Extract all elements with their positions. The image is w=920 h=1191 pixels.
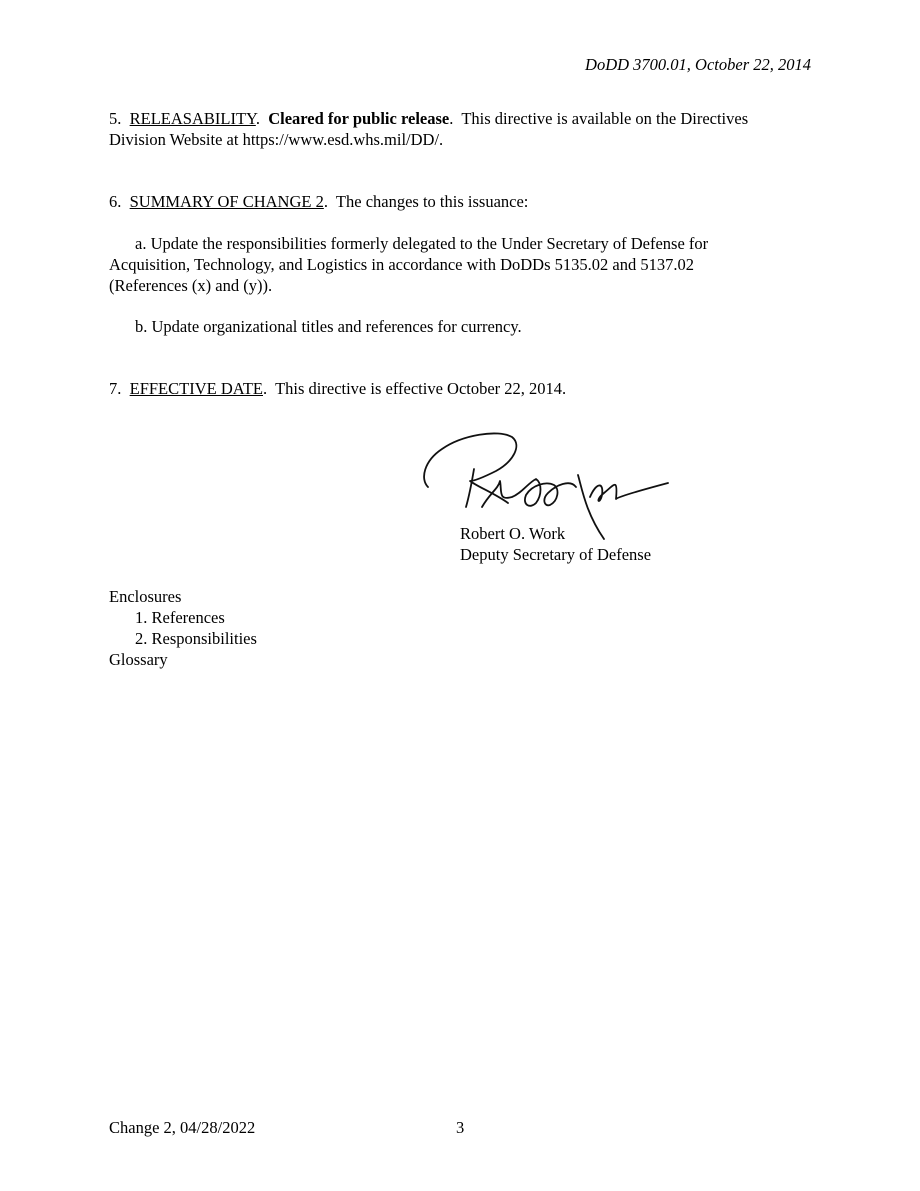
section-5-number: 5. bbox=[109, 109, 122, 128]
glossary-label: Glossary bbox=[109, 650, 168, 669]
section-7-text: This directive is effective October 22, 2014. bbox=[275, 379, 567, 398]
section-6-item-b: b. Update organizational titles and references for currency. bbox=[135, 317, 522, 336]
section-6-item-a-line-1: a. Update the responsibilities formerly delegated to the Under Secretary of Defense for bbox=[135, 234, 709, 253]
section-5-line-2: Division Website at https://www.esd.whs.mil/DD/. bbox=[109, 130, 444, 149]
section-6-number: 6. bbox=[109, 192, 122, 211]
section-6-intro: The changes to this issuance: bbox=[335, 192, 529, 211]
section-6-title: SUMMARY OF CHANGE 2 bbox=[129, 192, 324, 211]
section-7-title: EFFECTIVE DATE bbox=[129, 379, 263, 398]
section-6-item-a-line-2: Acquisition, Technology, and Logistics in accordance with DoDDs 5135.02 and 5137.02 bbox=[109, 255, 694, 274]
section-7-number: 7. bbox=[109, 379, 122, 398]
signature-stroke-r-stem bbox=[466, 469, 474, 507]
signer-title: Deputy Secretary of Defense bbox=[460, 545, 652, 564]
signature-stroke-tail bbox=[590, 483, 668, 501]
section-6-line-1: 6. SUMMARY OF CHANGE 2. The changes to this issuance: bbox=[109, 192, 529, 211]
enclosure-item-references: 1. References bbox=[135, 608, 225, 627]
section-5-line-1: 5. RELEASABILITY. Cleared for public release. This directive is available on the Directives bbox=[109, 109, 749, 128]
footer-change-date: Change 2, 04/28/2022 bbox=[109, 1118, 256, 1137]
section-5-title: RELEASABILITY bbox=[129, 109, 256, 128]
enclosures-heading: Enclosures bbox=[109, 587, 182, 606]
section-5-text: This directive is available on the Directives bbox=[461, 109, 749, 128]
section-7-line: 7. EFFECTIVE DATE. This directive is effective October 22, 2014. bbox=[109, 379, 567, 398]
footer-page-number: 3 bbox=[456, 1118, 465, 1137]
enclosure-item-responsibilities: 2. Responsibilities bbox=[135, 629, 257, 648]
section-6-item-a-line-3: (References (x) and (y)). bbox=[109, 276, 273, 295]
header-doc-reference: DoDD 3700.01, October 22, 2014 bbox=[585, 55, 811, 74]
section-5-bold-text: Cleared for public release bbox=[268, 109, 450, 128]
signature-stroke-mid bbox=[482, 479, 576, 507]
signer-name: Robert O. Work bbox=[460, 524, 566, 543]
